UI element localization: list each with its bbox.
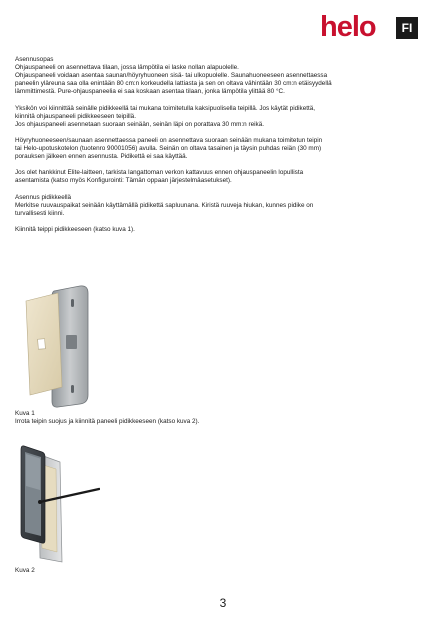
- paragraph-mounting: [15, 105, 410, 129]
- text-line: Jos ohjauspaneeli asennetaan suoraan seinään, seinän läpi on porattava 30 mm:n reikä.: [15, 120, 264, 128]
- paragraph-tape: [15, 226, 410, 234]
- text-line: Ohjauspaneeli on asennettava tilaan, jossa lämpötila ei laske nollan alapuolelle.: [15, 64, 239, 72]
- logo-wordmark: helo: [320, 11, 376, 43]
- figure-2-title: Kuva 2: [15, 567, 35, 574]
- helo-logo: [320, 11, 430, 43]
- text-line: paneelin yläreuna saa olla enintään 80 cm:n korkeudella lattiasta ja sen on oltava vähintään 30 cm:n etäisyydellä: [15, 80, 332, 88]
- page-number: 3: [219, 596, 227, 610]
- figure-2-panel-illustration: [14, 440, 100, 568]
- text-line: lämmittimestä. Pure-ohjauspaneelia ei saa koskaan asentaa tilaan, jonka lämpötila ylittää 80 °C.: [15, 88, 285, 96]
- paragraph-elite: [15, 169, 410, 185]
- text-line: kiinnitä ohjauspaneeli pidikkeeseen teipillä.: [15, 112, 136, 120]
- text-line: Kiinnitä teippi pidikkeeseen (katso kuva 1).: [15, 225, 135, 233]
- text-line: Höyryhuoneeseen/saunaan asennettaessa paneeli on asennettava suoraan seinään mukana toimitetun teipin: [15, 136, 323, 144]
- text-line: Yksikön voi kiinnittää seinälle pidikkeellä tai mukana toimitetulla kaksipuolisella teipillä. Jos käytät pidikettä,: [15, 104, 316, 112]
- figure-1-holder-illustration: [14, 283, 114, 411]
- instructions-text: [15, 56, 410, 242]
- text-line: asentamista (katso myös Konfigurointi: Tämän oppaan järjestelmäasetukset).: [15, 177, 232, 185]
- subsection-title: Asennus pidikkeellä: [15, 193, 72, 201]
- figure-1-caption: [15, 410, 415, 426]
- section-title: Asennusopas: [15, 56, 54, 63]
- language-badge: FI: [396, 17, 418, 39]
- figure-1-title: Kuva 1: [15, 410, 35, 417]
- text-line: tai Helo-upotuskotelon (tuotenro 90001056) avulla. Seinän on oltava tasainen ja täysin puhdas reiän (30 mm): [15, 145, 322, 153]
- figure-1-text: Irrota teipin suojus ja kiinnitä paneeli pidikkeeseen (katso kuva 2).: [15, 418, 200, 426]
- text-line: porauksen jälkeen ennen asennusta. Pidikettä ei saa käyttää.: [15, 153, 188, 161]
- paragraph-steam-room: [15, 137, 410, 161]
- paragraph-intro: [15, 56, 410, 96]
- text-line: Jos olet hankkinut Elite-laitteen, tarkista langattoman verkon kattavuus ennen ohjauspaneelin lopullista: [15, 169, 304, 177]
- text-line: turvallisesti kiinni.: [15, 209, 65, 217]
- paragraph-holder: [15, 194, 410, 218]
- figure-2-caption: [15, 567, 415, 575]
- text-line: Ohjauspaneeli voidaan asentaa saunan/höyryhuoneen sisä- tai ulkopuolelle. Saunahuoneeseen asennettaessa: [15, 72, 328, 80]
- text-line: Merkitse ruuvauspaikat seinään käyttämällä pidikettä sapluunana. Kiristä ruuveja hiukan, kunnes pidike on: [15, 201, 314, 209]
